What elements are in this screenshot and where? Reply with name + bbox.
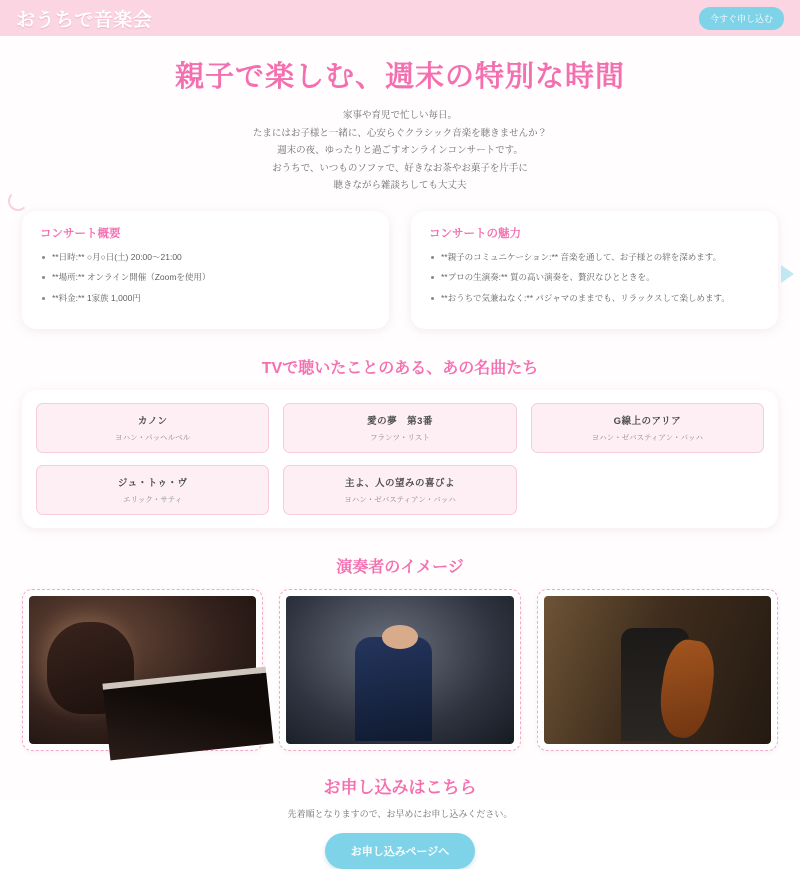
hero-line: 週末の夜、ゆったりと過ごすオンラインコンサートです。 bbox=[277, 145, 523, 157]
song-title: カノン bbox=[137, 415, 168, 427]
overview-card bbox=[22, 211, 389, 329]
site-header bbox=[0, 0, 800, 36]
songs-row bbox=[36, 403, 764, 453]
charm-list bbox=[429, 251, 760, 306]
charm-card bbox=[411, 211, 778, 329]
hero-line: おうちで、いつものソファで、好きなお茶やお菓子を片手に bbox=[272, 162, 528, 174]
song-card[interactable] bbox=[283, 403, 516, 453]
list-item: **日時:** ○月○日(土) 20:00〜21:00 bbox=[40, 251, 371, 265]
list-item: **場所:** オンライン開催（Zoomを使用） bbox=[40, 271, 371, 285]
hero-line: 聴きながら雑談ちしても大丈夫 bbox=[333, 180, 467, 192]
charm-card-title: コンサートの魅力 bbox=[429, 227, 521, 240]
performers-section-title: 演奏者のイメージ bbox=[336, 558, 464, 576]
performer-frame bbox=[22, 589, 263, 751]
performers-gallery bbox=[0, 589, 800, 751]
cellist-photo bbox=[544, 596, 771, 744]
header-apply-button[interactable]: 今すぐ申し込む bbox=[699, 7, 784, 30]
overview-card-title: コンサート概要 bbox=[40, 227, 121, 240]
list-item: **料金:** 1家族 1,000円 bbox=[40, 292, 371, 306]
song-card[interactable] bbox=[36, 465, 269, 515]
songs-section-title: TVで聴いたことのある、あの名曲たち bbox=[261, 359, 539, 377]
song-title: 愛の夢 第3番 bbox=[367, 415, 433, 427]
list-item: **おうちで気兼ねなく:** パジャマのままでも、リラックスして楽しめます。 bbox=[429, 292, 760, 306]
ribbon-arrow-icon bbox=[781, 265, 794, 283]
decorative-circle-icon bbox=[8, 191, 28, 211]
site-title: おうちで音楽会 bbox=[16, 9, 153, 31]
song-composer: ヨハン・パッヘルベル bbox=[115, 432, 191, 442]
hero-description bbox=[0, 107, 800, 195]
song-card[interactable] bbox=[36, 403, 269, 453]
song-card[interactable] bbox=[531, 403, 764, 453]
list-item: **プロの生演奏:** 質の高い演奏を、贅沢なひとときを。 bbox=[429, 271, 760, 285]
song-composer: エリック・サティ bbox=[123, 494, 183, 504]
hero-line: たまにはお子様と一緒に、心安らぐクラシック音楽を聴きませんか？ bbox=[252, 127, 548, 139]
song-composer: ヨハン・ゼバスティアン・バッハ bbox=[344, 494, 456, 504]
song-card[interactable] bbox=[283, 465, 516, 515]
song-title: G線上のアリア bbox=[613, 415, 682, 427]
hero-section bbox=[0, 36, 800, 201]
apply-note: 先着順となりますので、お早めにお申し込みください。 bbox=[287, 808, 513, 819]
performer-frame bbox=[279, 589, 520, 751]
list-item: **親子のコミュニケーション:** 音楽を通して、お子様との絆を深めます。 bbox=[429, 251, 760, 265]
info-cards bbox=[0, 201, 800, 329]
songs-panel bbox=[22, 390, 778, 528]
performer-frame bbox=[537, 589, 778, 751]
apply-title: お申し込みはこちら bbox=[323, 777, 477, 797]
pianist-photo bbox=[29, 596, 256, 744]
song-composer: ヨハン・ゼバスティアン・バッハ bbox=[591, 432, 704, 442]
violinist-photo bbox=[286, 596, 513, 744]
page-title: 親子で楽しむ、週末の特別な時間 bbox=[174, 61, 625, 93]
song-composer: フランツ・リスト bbox=[370, 432, 430, 442]
apply-section bbox=[0, 773, 800, 869]
song-card-placeholder bbox=[531, 465, 764, 515]
apply-button[interactable]: お申し込みページへ bbox=[325, 833, 476, 869]
hero-line: 家事や育児で忙しい毎日。 bbox=[342, 110, 457, 121]
overview-list bbox=[40, 251, 371, 306]
song-title: 主よ、人の望みの喜びよ bbox=[344, 477, 455, 489]
songs-row bbox=[36, 465, 764, 515]
song-title: ジュ・トゥ・ヴ bbox=[117, 477, 188, 489]
